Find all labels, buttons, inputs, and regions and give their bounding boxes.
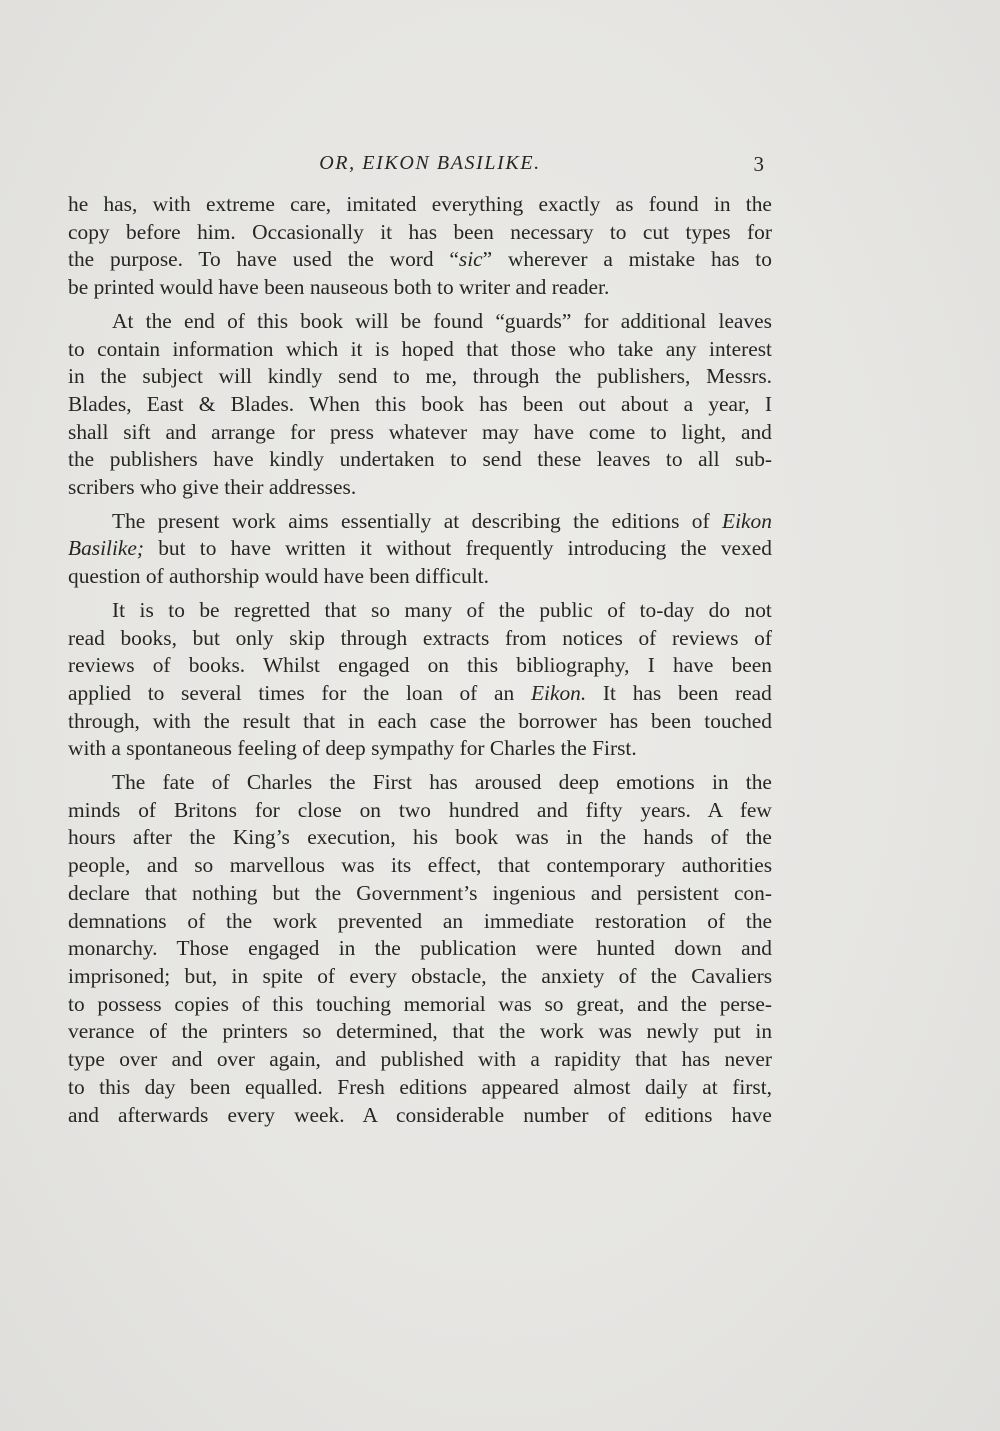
- text-line: The fate of Charles the First has aroused deep emotions in the: [112, 770, 772, 795]
- paragraph-4: [68, 597, 772, 763]
- text-line: Basilike; but to have written it without frequently introducing the vexed: [68, 536, 772, 561]
- text-line: monarchy. Those engaged in the publication were hunted down and: [68, 936, 772, 961]
- text-line: Blades, East & Blades. When this book has been out about a year, I: [68, 391, 772, 416]
- paragraph-3: [68, 508, 772, 591]
- text-line: type over and over again, and published with a rapidity that has never: [68, 1047, 772, 1072]
- text-line: the publishers have kindly undertaken to send these leaves to all sub-: [68, 447, 773, 472]
- running-title: OR, EIKON BASILIKE.: [319, 152, 541, 174]
- text-line: scribers who give their addresses.: [68, 475, 357, 500]
- text-line: through, with the result that in each case the borrower has been touched: [68, 708, 772, 733]
- text-line: hours after the King’s execution, his book was in the hands of the: [68, 825, 772, 850]
- text-line: At the end of this book will be found “guards” for additional leaves: [112, 308, 772, 333]
- paragraph-5: [68, 769, 772, 1129]
- body-text: [68, 191, 772, 1129]
- text-line: with a spontaneous feeling of deep sympathy for Charles the First.: [68, 736, 637, 761]
- text-line: It is to be regretted that so many of the public of to-day do not: [112, 597, 772, 622]
- page-number: 3: [753, 152, 764, 176]
- text-line: people, and so marvellous was its effect, that contemporary authorities: [68, 853, 773, 878]
- text-line: reviews of books. Whilst engaged on this bibliography, I have been: [68, 653, 772, 678]
- text-line: read books, but only skip through extracts from notices of reviews of: [68, 625, 772, 650]
- text-line: to contain information which it is hoped that those who take any interest: [68, 336, 772, 361]
- text-line: question of authorship would have been difficult.: [68, 564, 489, 589]
- text-line: and afterwards every week. A considerable number of editions have: [68, 1102, 772, 1127]
- text-line: in the subject will kindly send to me, through the publishers, Messrs.: [68, 364, 773, 389]
- text-line: the purpose. To have used the word “sic” wherever a mistake has to: [68, 247, 772, 272]
- text-line: imprisoned; but, in spite of every obstacle, the anxiety of the Cavaliers: [68, 963, 773, 988]
- text-line: applied to several times for the loan of an Eikon. It has been read: [68, 680, 772, 705]
- text-line: be printed would have been nauseous both to writer and reader.: [68, 275, 610, 300]
- paragraph-2: [68, 308, 772, 502]
- text-line: verance of the printers so determined, that the work was newly put in: [68, 1019, 773, 1044]
- text-line: to this day been equalled. Fresh editions appeared almost daily at first,: [68, 1074, 773, 1099]
- paragraph-1: [68, 191, 772, 302]
- text-line: to possess copies of this touching memorial was so great, and the perse-: [68, 991, 772, 1016]
- text-line: shall sift and arrange for press whatever may have come to light, and: [68, 419, 772, 444]
- text-line: declare that nothing but the Government’s ingenious and persistent con-: [68, 880, 772, 905]
- text-line: demnations of the work prevented an immediate restoration of the: [68, 908, 773, 933]
- text-line: copy before him. Occasionally it has been necessary to cut types for: [68, 219, 772, 244]
- running-head: [68, 148, 772, 178]
- text-line: he has, with extreme care, imitated everything exactly as found in the: [68, 192, 772, 216]
- text-line: minds of Britons for close on two hundred and fifty years. A few: [68, 797, 772, 822]
- text-line: The present work aims essentially at describing the editions of Eikon: [112, 508, 772, 533]
